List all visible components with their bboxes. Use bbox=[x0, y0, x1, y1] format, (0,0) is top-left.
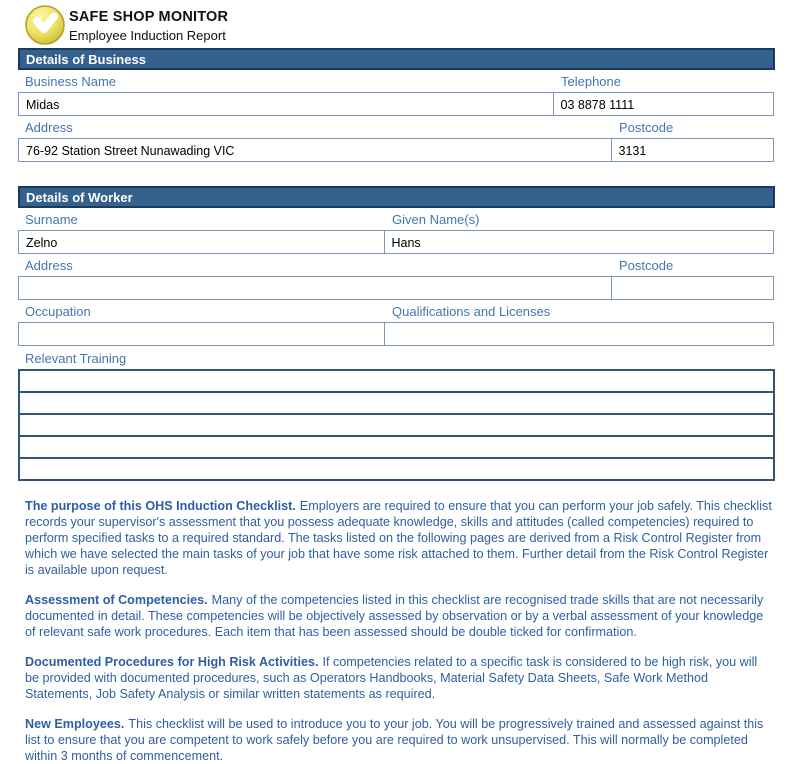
business-address-field[interactable]: 76-92 Station Street Nunawading VIC bbox=[18, 138, 612, 162]
qualifications-field[interactable] bbox=[384, 322, 774, 346]
business-name-field[interactable]: Midas bbox=[18, 92, 554, 116]
paragraph-heading: Assessment of Competencies. bbox=[25, 593, 208, 607]
worker-postcode-field[interactable] bbox=[611, 276, 774, 300]
business-name-label: Business Name bbox=[25, 74, 117, 89]
paragraph-body: This checklist will be used to introduce you to your job. You will be progressively trained and assessed against this list to ensure that you are competent to work safely before you are required to work unsupervised. This will normally be completed within 3 months of commencement. bbox=[25, 717, 764, 763]
paragraph-heading: The purpose of this OHS Induction Checklist. bbox=[25, 499, 296, 513]
worker-address-label: Address bbox=[25, 258, 73, 273]
paragraph-body: Many of the competencies listed in this checklist are recognised trade skills that are not necessarily documented in detail. These competencies will be objectively assessed by observation or by a verbal assessment of your knowledge of relevant safe work procedures. Each item that has been assessed should be double ticked for confirmation. bbox=[25, 593, 764, 639]
relevant-training-label: Relevant Training bbox=[25, 351, 127, 366]
section-header-worker: Details of Worker bbox=[18, 186, 775, 208]
report-header bbox=[0, 0, 793, 45]
occupation-label: Occupation bbox=[25, 304, 91, 319]
paragraph-body: If competencies related to a specific task is considered to be high risk, you will be provided with documented procedures, such as Operators Handbooks, Material Safety Data Sheets, Safe Work Method Statements, Job Safety Analysis or similar written statements as required. bbox=[25, 655, 758, 701]
training-row[interactable] bbox=[20, 459, 773, 479]
paragraph-documented-procedures bbox=[25, 654, 773, 702]
business-postcode-label: Postcode bbox=[619, 120, 674, 135]
business-address-label: Address bbox=[25, 120, 73, 135]
given-names-field[interactable]: Hans bbox=[384, 230, 774, 254]
app-title: SAFE SHOP MONITOR bbox=[69, 9, 229, 25]
training-row[interactable] bbox=[20, 415, 773, 437]
paragraph-assessment bbox=[25, 592, 773, 640]
paragraph-body: Employers are required to ensure that you can perform your job safely. This checklist records your supervisor's assessment that you possess adequate knowledge, skills and attitudes (called competencies) required to perform specified tasks to a required standard. The tasks listed on the following pages are derived from a Risk Control Register from which we have selected the main tasks of your job that have some risk attached to them. Further detail from the Risk Control Register is available upon request. bbox=[25, 499, 772, 577]
occupation-field[interactable] bbox=[18, 322, 385, 346]
worker-address-field[interactable] bbox=[18, 276, 612, 300]
given-names-label: Given Name(s) bbox=[392, 212, 480, 227]
report-subtitle: Employee Induction Report bbox=[69, 28, 226, 43]
paragraph-purpose bbox=[25, 498, 773, 578]
telephone-field[interactable]: 03 8878 1111 bbox=[553, 92, 774, 116]
surname-label: Surname bbox=[25, 212, 78, 227]
relevant-training-table bbox=[18, 369, 775, 481]
section-header-business: Details of Business bbox=[18, 48, 775, 70]
training-row[interactable] bbox=[20, 371, 773, 393]
worker-postcode-label: Postcode bbox=[619, 258, 674, 273]
training-row[interactable] bbox=[20, 437, 773, 459]
paragraph-new-employees bbox=[25, 716, 773, 764]
qualifications-label: Qualifications and Licenses bbox=[392, 304, 551, 319]
paragraph-heading: New Employees. bbox=[25, 717, 125, 731]
business-postcode-field[interactable]: 3131 bbox=[611, 138, 774, 162]
paragraph-heading: Documented Procedures for High Risk Activities. bbox=[25, 655, 319, 669]
induction-form bbox=[18, 48, 775, 481]
check-icon bbox=[25, 5, 65, 45]
check-circle-icon bbox=[25, 5, 65, 45]
telephone-label: Telephone bbox=[561, 74, 621, 89]
surname-field[interactable]: Zelno bbox=[18, 230, 385, 254]
info-paragraphs bbox=[25, 498, 773, 764]
training-row[interactable] bbox=[20, 393, 773, 415]
